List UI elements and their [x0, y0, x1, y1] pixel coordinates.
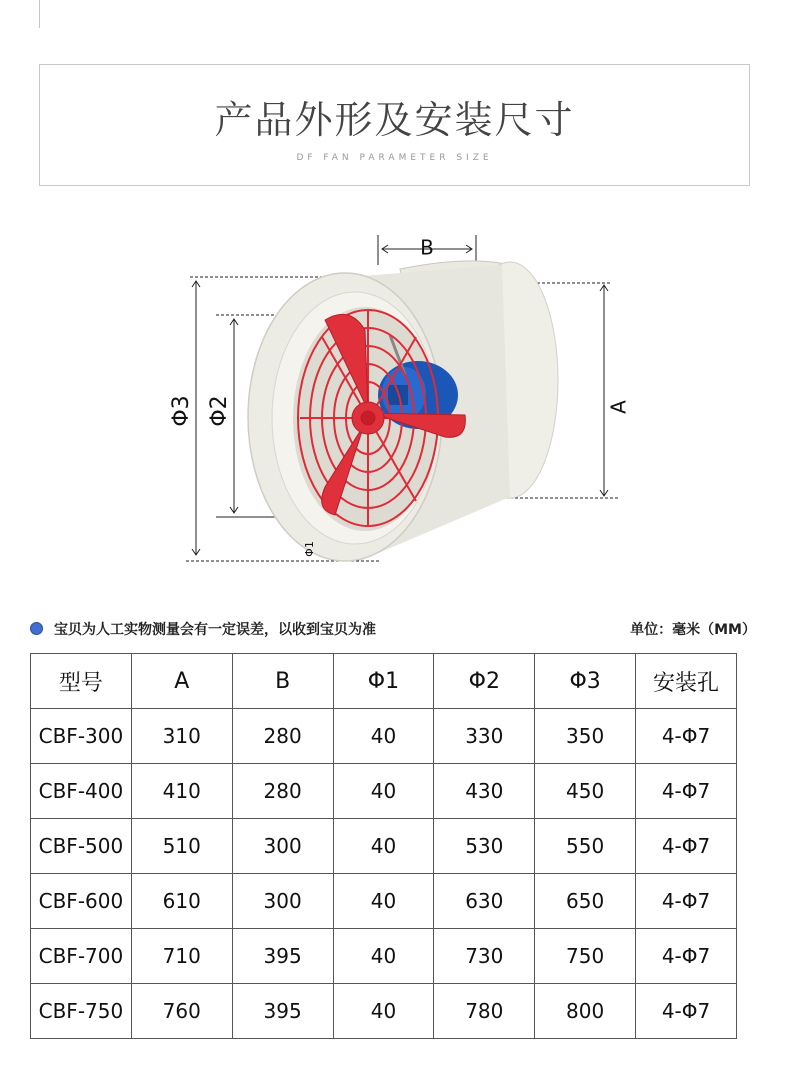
cell-phi2: 430	[434, 764, 535, 819]
label-phi1: Φ1	[303, 541, 316, 557]
cell-a: 710	[131, 929, 232, 984]
bullet-icon	[30, 622, 43, 635]
cell-model: CBF-300	[31, 709, 132, 764]
cell-phi2: 330	[434, 709, 535, 764]
cell-phi2: 780	[434, 984, 535, 1039]
cell-phi1: 40	[333, 984, 434, 1039]
label-b: B	[420, 235, 434, 260]
cell-phi2: 530	[434, 819, 535, 874]
cell-mount-holes: 4-Φ7	[636, 764, 737, 819]
label-phi3: Φ3	[169, 395, 194, 427]
table-header-row	[31, 654, 737, 709]
cell-a: 510	[131, 819, 232, 874]
cell-b: 280	[232, 764, 333, 819]
cell-mount-holes: 4-Φ7	[636, 709, 737, 764]
cell-b: 300	[232, 819, 333, 874]
cell-phi2: 730	[434, 929, 535, 984]
label-a: A	[606, 400, 631, 414]
note-text: 宝贝为人工实物测量会有一定误差，以收到宝贝为准	[54, 622, 376, 638]
cell-a: 410	[131, 764, 232, 819]
table-row	[31, 819, 737, 874]
cell-phi1: 40	[333, 819, 434, 874]
top-divider	[39, 0, 40, 28]
fan-dimension-diagram	[150, 225, 640, 575]
label-phi2: Φ2	[207, 395, 232, 427]
cell-phi3: 800	[535, 984, 636, 1039]
table-row	[31, 764, 737, 819]
cell-phi3: 350	[535, 709, 636, 764]
header-a: A	[131, 654, 232, 709]
cell-phi3: 650	[535, 874, 636, 929]
cell-model: CBF-700	[31, 929, 132, 984]
measurement-note	[30, 618, 760, 642]
page-subtitle: DF FAN PARAMETER SIZE	[296, 153, 493, 163]
spec-table	[30, 653, 737, 1039]
header-mount-holes: 安装孔	[636, 654, 737, 709]
table-row	[31, 874, 737, 929]
cell-mount-holes: 4-Φ7	[636, 984, 737, 1039]
table-row	[31, 929, 737, 984]
cell-model: CBF-750	[31, 984, 132, 1039]
header-b: B	[232, 654, 333, 709]
cell-phi1: 40	[333, 929, 434, 984]
cell-phi1: 40	[333, 709, 434, 764]
cell-mount-holes: 4-Φ7	[636, 819, 737, 874]
cell-phi1: 40	[333, 764, 434, 819]
header-phi1: Φ1	[333, 654, 434, 709]
table-row	[31, 709, 737, 764]
cell-mount-holes: 4-Φ7	[636, 929, 737, 984]
cell-phi3: 750	[535, 929, 636, 984]
cell-a: 610	[131, 874, 232, 929]
cell-phi3: 450	[535, 764, 636, 819]
cell-model: CBF-500	[31, 819, 132, 874]
cell-a: 310	[131, 709, 232, 764]
cell-mount-holes: 4-Φ7	[636, 874, 737, 929]
cell-model: CBF-400	[31, 764, 132, 819]
cell-b: 280	[232, 709, 333, 764]
page-title: 产品外形及安装尺寸	[214, 98, 575, 142]
title-box	[39, 64, 750, 186]
table-row	[31, 984, 737, 1039]
cell-phi3: 550	[535, 819, 636, 874]
cell-b: 395	[232, 929, 333, 984]
cell-model: CBF-600	[31, 874, 132, 929]
header-phi2: Φ2	[434, 654, 535, 709]
header-model: 型号	[31, 654, 132, 709]
cell-phi1: 40	[333, 874, 434, 929]
cell-a: 760	[131, 984, 232, 1039]
cell-b: 300	[232, 874, 333, 929]
cell-phi2: 630	[434, 874, 535, 929]
cell-b: 395	[232, 984, 333, 1039]
unit-label: 单位：毫米（MM）	[630, 622, 756, 638]
header-phi3: Φ3	[535, 654, 636, 709]
